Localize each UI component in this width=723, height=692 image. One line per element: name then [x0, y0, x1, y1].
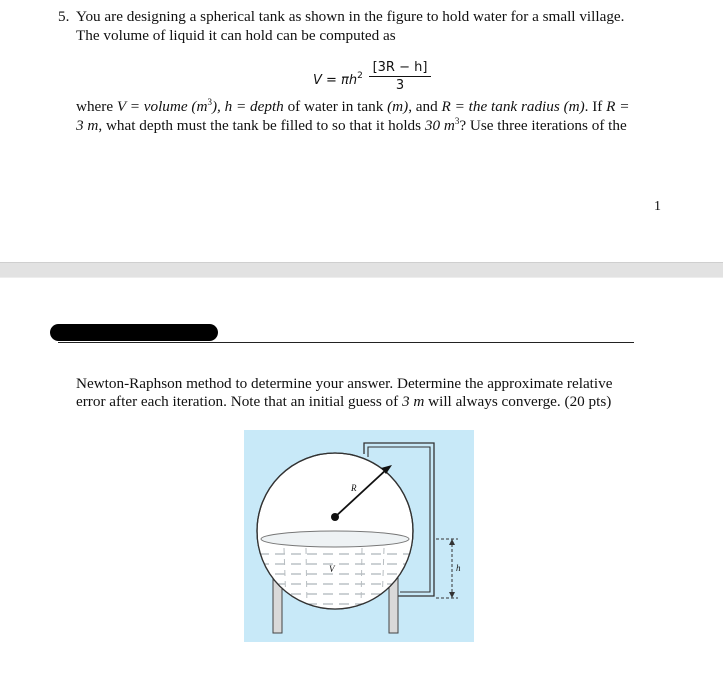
text-run: . If [584, 98, 607, 115]
redaction-bar [50, 324, 218, 341]
radius-equals: R = [606, 98, 630, 115]
text-run: error after each iteration. Note that an initial guess of [76, 393, 402, 410]
page-break-divider [0, 262, 723, 278]
text-run: , what depth must the tank be filled to so that it holds [98, 117, 425, 134]
problem-text-line-3 [76, 98, 630, 116]
initial-guess: 3 m [401, 393, 425, 410]
equation-lhs: V = πh [313, 73, 358, 88]
volume-label: V [329, 564, 335, 574]
page-number: 1 [654, 199, 661, 214]
radius-definition: R = the tank radius (m) [441, 98, 585, 115]
equation-fraction [369, 60, 431, 93]
exponent: 3 [207, 97, 212, 107]
text-run: ), [211, 98, 225, 115]
depth-label: h [456, 563, 461, 573]
target-volume: 30 m [424, 117, 455, 134]
water-surface [261, 531, 409, 547]
text-run: , and [408, 98, 442, 115]
problem-number: 5. [58, 8, 70, 25]
problem-text-line-6 [76, 393, 611, 411]
text-run: of water in tank [283, 98, 388, 115]
exponent: 3 [454, 116, 460, 126]
text-run: will always converge. (20 pts) [424, 393, 612, 410]
equation-exponent: 2 [357, 71, 363, 81]
radius-label: R [351, 483, 357, 493]
equation-denominator: 3 [395, 78, 405, 93]
unit: (m) [387, 98, 409, 115]
tank-diagram [244, 430, 474, 642]
radius-value: 3 m [76, 117, 99, 134]
problem-text-line-5: Newton-Raphson method to determine your answer. Determine the approximate relative [76, 375, 613, 392]
problem-text-line-4 [76, 117, 627, 135]
equation-numerator: [3R − h] [369, 60, 431, 77]
problem-text-line-1: You are designing a spherical tank as shown in the figure to hold water for a small village. [76, 8, 625, 25]
text-run: ? Use three iterations of the [459, 117, 627, 134]
volume-definition: V = volume (m [116, 98, 208, 115]
text-run: where [76, 98, 117, 115]
spherical-tank-figure [244, 430, 474, 642]
horizontal-rule [58, 342, 634, 343]
problem-text-line-2: The volume of liquid it can hold can be computed as [76, 27, 396, 44]
depth-definition: h = depth [224, 98, 284, 115]
